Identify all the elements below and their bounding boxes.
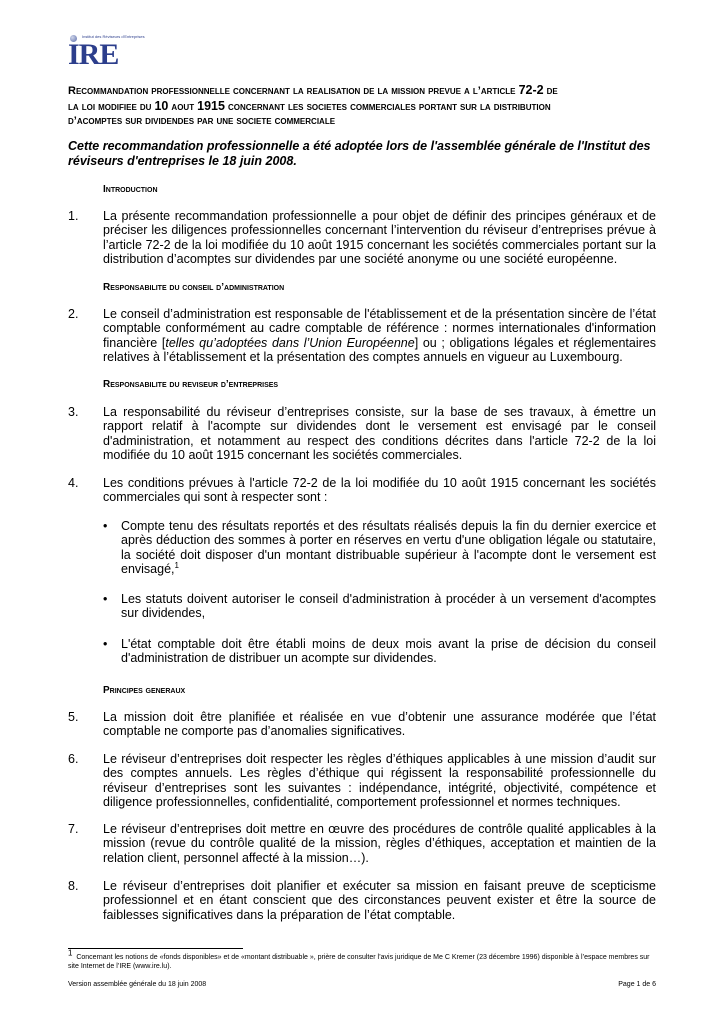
paragraph-text: La mission doit être planifiée et réalisée en vue d’obtenir une assurance modérée que l’état comptable ne comporte pas d’anomalies significatives. <box>103 710 656 739</box>
bullet-item-1 <box>103 519 656 577</box>
paragraph-text: La responsabilité du réviseur d’entreprises consiste, sur la base de ses travaux, à émettre un rapport relatif à l'acompte sur dividendes dont le versement est envisagé par le conseil d'administration, et notamment au respect des conditions décrites dans l'article 72-2 de la loi modifiée du 10 août 1915 concernant les sociétés commerciales. <box>103 405 656 463</box>
paragraph-text: Le réviseur d’entreprises doit respecter les règles d’éthiques applicables à une mission d’audit sur des comptes annuels. Les règles d’éthique qui régissent la responsabilité professionnelle du réviseur d’entreprises sont les suivantes : indépendance, intégrité, objectivité, compétence et diligence professionnelles, confidentialité, comportement professionnel et normes techniques. <box>103 752 656 810</box>
footer-page-number: Page 1 de 6 <box>618 981 656 988</box>
title-part: Recommandation professionnelle concernant la realisation de la mission prevue a l’article <box>68 85 519 97</box>
footnote-number: 1 <box>68 948 73 958</box>
paragraph-number: 3. <box>68 405 79 419</box>
bullet-text: L'état comptable doit être établi moins de deux mois avant la prise de décision du conseil d'administration de distribuer un acompte sur dividendes. <box>121 637 656 666</box>
title-part: concernant les societes commerciales portant sur la distribution <box>224 100 551 113</box>
title-part: d’acomptes sur dividendes par une societe commerciale <box>68 115 336 127</box>
paragraph-number: 8. <box>68 879 79 893</box>
bullet-icon: • <box>103 592 108 606</box>
italic-text: telles qu’adoptées dans l’Union Européenne <box>165 335 415 350</box>
footnote-ref[interactable]: 1 <box>174 561 179 571</box>
paragraph-text: Le réviseur d’entreprises doit mettre en œuvre des procédures de contrôle qualité applicables à la mission (revue du contrôle qualité de la mission, règles d’éthiques, acceptation et maintien de la relation client, personnel affecté à la mission…). <box>103 822 656 865</box>
paragraph-5 <box>68 710 656 739</box>
title-part: 72-2 <box>518 83 544 97</box>
footer-version: Version assemblée générale du 18 juin 2008 <box>68 981 207 988</box>
footnote <box>68 948 656 971</box>
footnote-divider <box>68 948 243 949</box>
paragraph-number: 2. <box>68 307 79 321</box>
paragraph-3 <box>68 405 656 463</box>
paragraph-8 <box>68 879 656 922</box>
bullet-text: Les statuts doivent autoriser le conseil d'administration à procéder à un versement d'acomptes sur dividendes, <box>121 592 656 621</box>
logo-tagline: Institut des Réviseurs d'Entreprises <box>82 34 145 39</box>
paragraph-number: 6. <box>68 752 79 766</box>
adoption-note: Cette recommandation professionnelle a été adoptée lors de l'assemblée générale de l'Institut des réviseurs d'entreprises le 18 juin 2008. <box>68 139 651 168</box>
paragraph-2 <box>68 307 656 365</box>
section-heading-principes: Principes generaux <box>103 685 186 696</box>
footnote-text: Concernant les notions de «fonds disponibles» et de «montant distribuable », prière de consulter l’avis juridique de Me C Kremer (23 décembre 1996) disponible à l’espace membres sur site Internet de l’IRE (www.ire.lu). <box>68 954 650 970</box>
bullet-icon: • <box>103 519 108 533</box>
section-heading-responsabilite-reviseur: Responsabilite du reviseur d’entreprises <box>103 379 279 390</box>
paragraph-text: Le réviseur d’entreprises doit planifier et exécuter sa mission en faisant preuve de scepticisme professionnel et en étant conscient que des circonstances peuvent exister et être la source de faiblesses significatives dans la préparation de l’état comptable. <box>103 879 656 922</box>
paragraph-number: 1. <box>68 209 79 223</box>
bullet-text <box>121 519 656 577</box>
text-part: Compte tenu des résultats reportés et des résultats réalisés depuis la fin du dernier exercice et après déduction des sommes à porter en réserves en vertu d'une obligation légale ou statutaire, la société doit disposer d'un montant distribuable supérieur à l'acompte dont le versement est envisagé, <box>121 519 656 577</box>
title-part: la loi modifiee du <box>68 100 155 113</box>
paragraph-1 <box>68 209 656 267</box>
ire-logo <box>68 34 145 71</box>
bullet-icon: • <box>103 637 108 651</box>
title-part: 1915 <box>197 98 225 113</box>
bullet-item-2 <box>103 592 656 621</box>
paragraph-number: 5. <box>68 710 79 724</box>
paragraph-7 <box>68 822 656 865</box>
section-heading-responsabilite-conseil: Responsabilite du conseil d’administration <box>103 282 285 293</box>
title-part: aout <box>168 100 198 113</box>
paragraph-text: Les conditions prévues à l'article 72-2 de la loi modifiée du 10 août 1915 concernant les sociétés commerciales qui sont à respecter sont : <box>103 476 656 505</box>
paragraph-text <box>103 307 656 365</box>
document-title <box>68 83 656 129</box>
logo-text: IRE <box>68 38 119 71</box>
paragraph-number: 4. <box>68 476 79 490</box>
text-part: Le conseil d’administration est responsable de l'établissement et de la présentation sincère de l’état comptable conformément au cadre comptable de référence : normes internationales d'information financière [ <box>103 307 656 350</box>
paragraph-6 <box>68 752 656 810</box>
paragraph-4 <box>68 476 656 505</box>
section-heading-introduction: Introduction <box>103 184 158 195</box>
title-part: de <box>543 85 558 97</box>
paragraph-text: La présente recommandation professionnelle a pour objet de définir des principes généraux et de préciser les diligences professionnelles concernant l’intervention du réviseur d’entreprises prévue à l’article 72-2 de la loi modifiée du 10 août 1915 concernant les sociétés commerciales portant sur la distribution d’acomptes sur dividendes par une société anonyme ou une société européenne. <box>103 209 656 267</box>
title-part: 10 <box>154 98 169 113</box>
bullet-item-3 <box>103 637 656 666</box>
text-part: ] ou ; obligations légales et réglementaires relatives à l’établissement et la présentation des comptes annuels en vigueur au Luxembourg. <box>103 335 657 365</box>
paragraph-number: 7. <box>68 822 79 836</box>
